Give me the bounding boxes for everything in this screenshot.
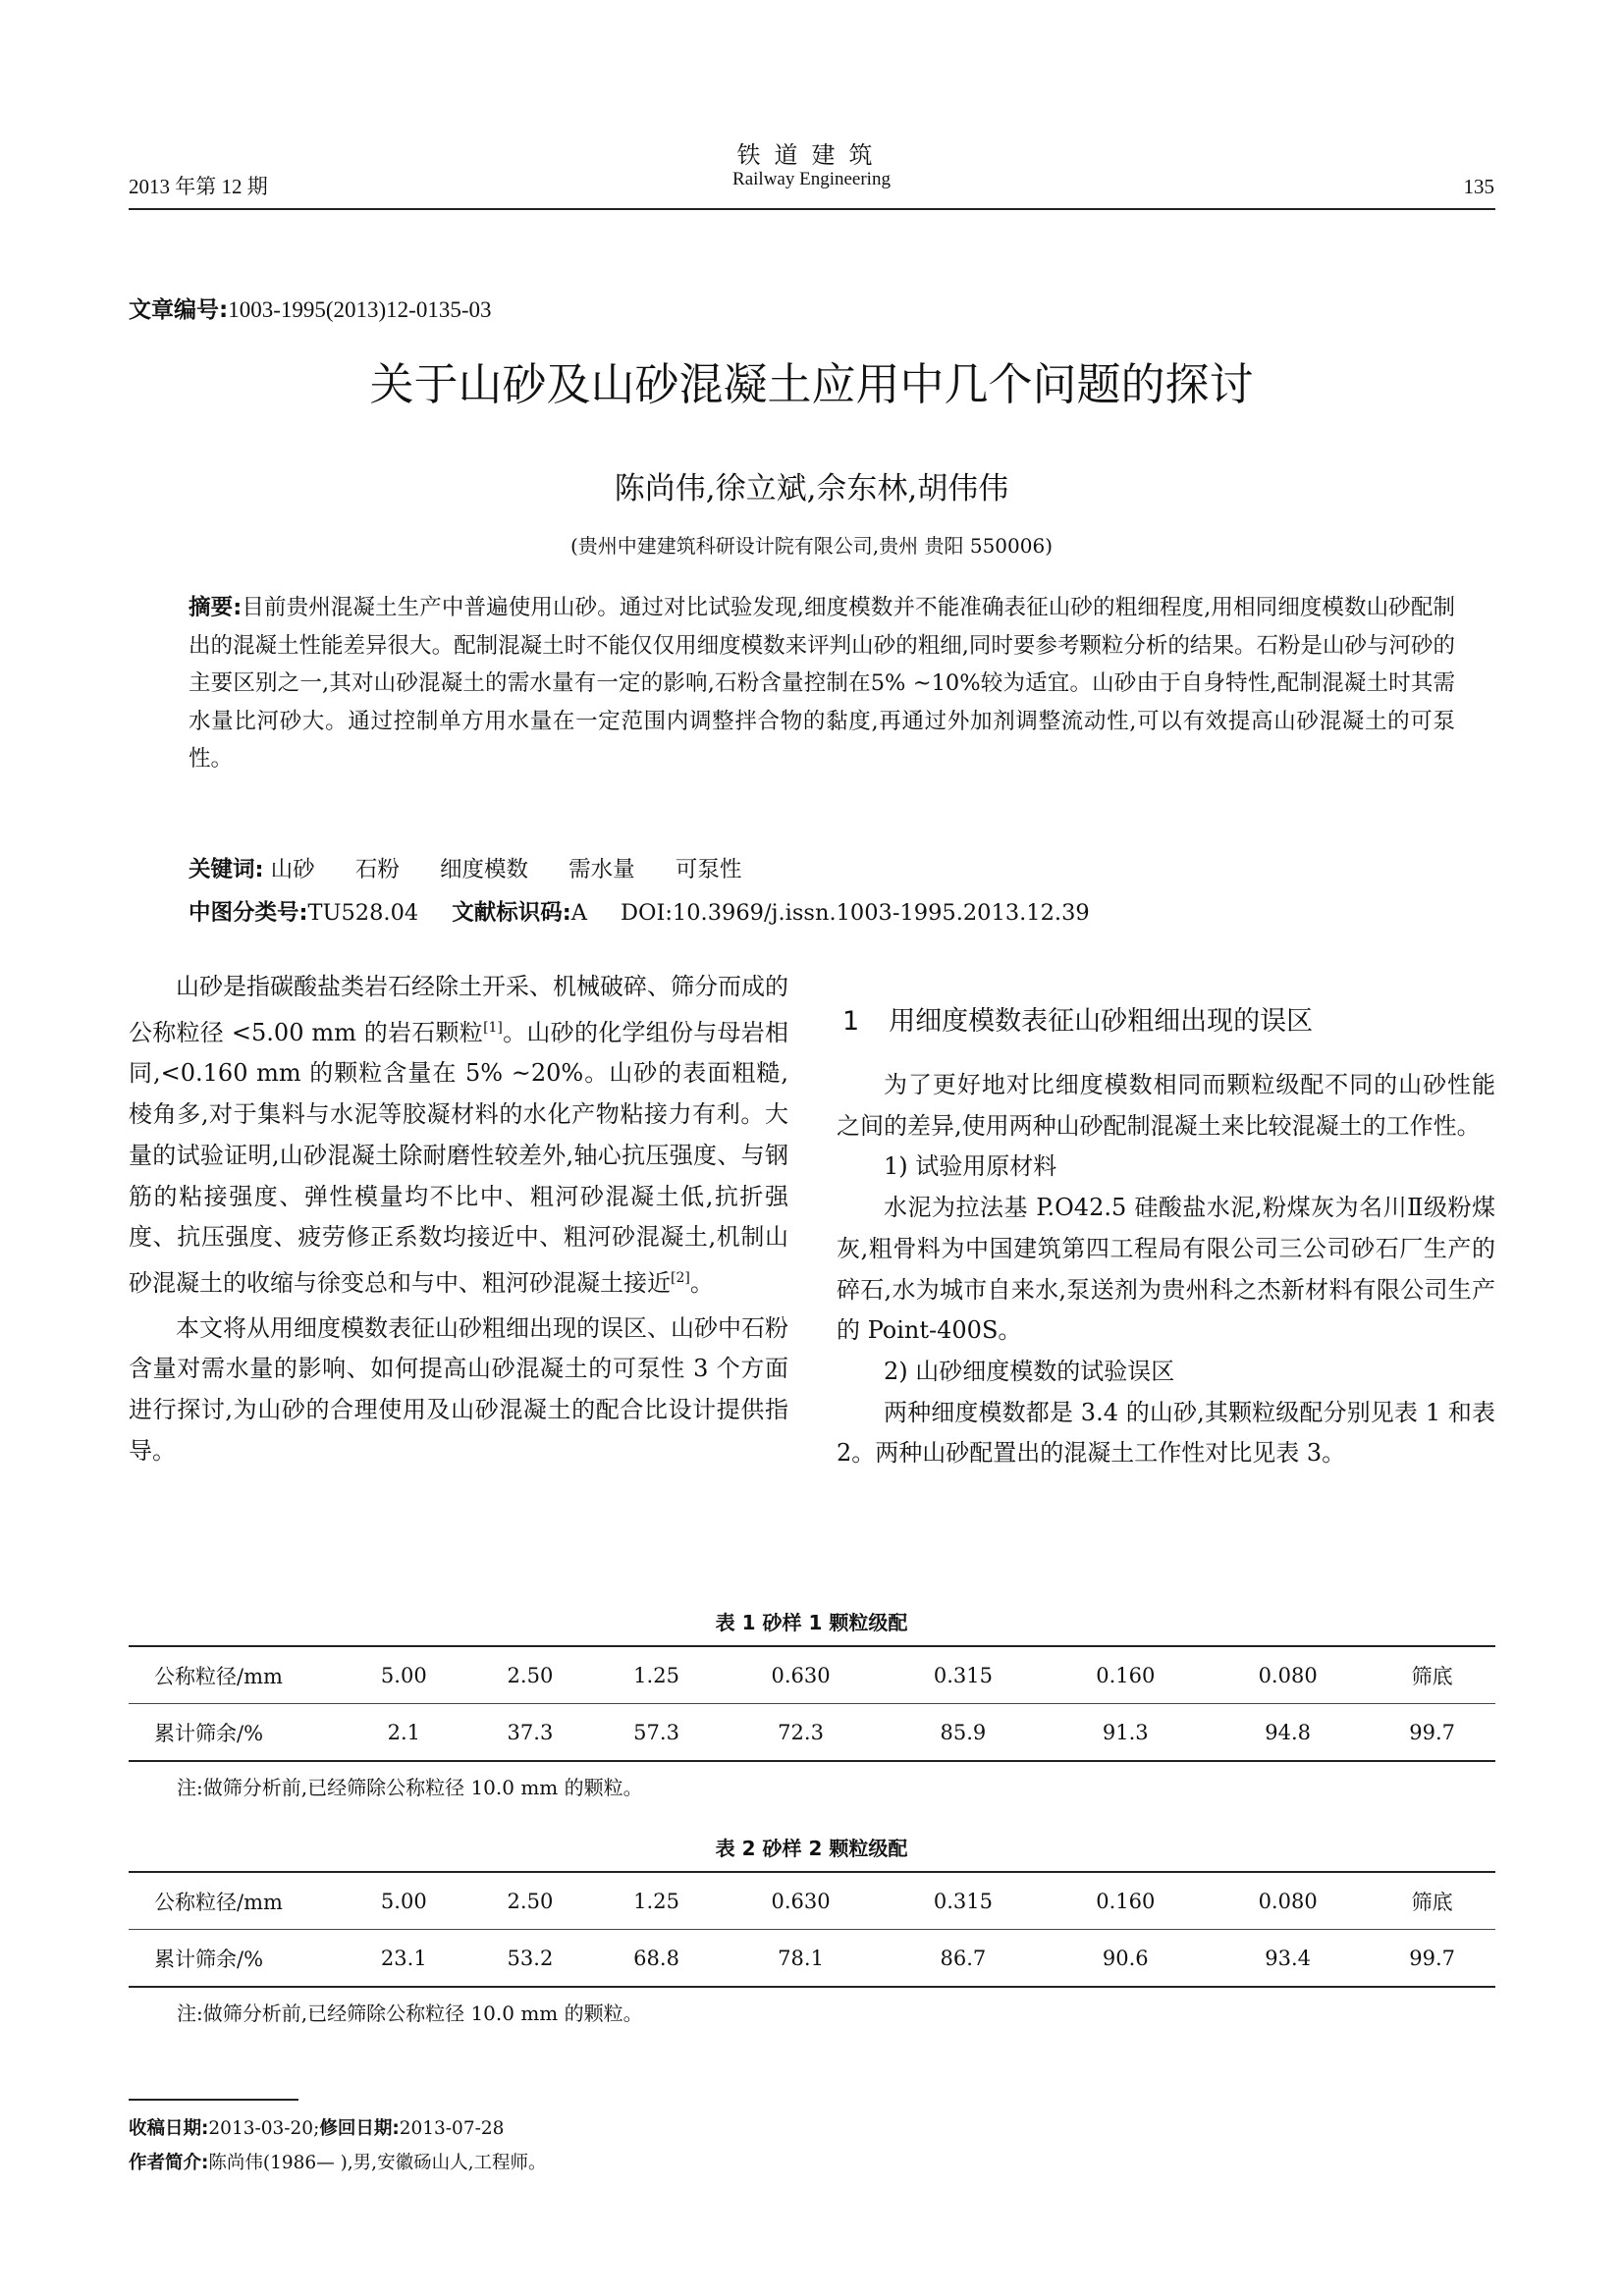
table-cell: 2.1 [341, 1704, 467, 1762]
paragraph: 为了更好地对比细度模数相同而颗粒级配不同的山砂性能之间的差异,使用两种山砂配制混凝土来比较混凝土的工作性。 [837, 1071, 1495, 1140]
table-cell: 公称粒径/mm [129, 1646, 341, 1704]
table-cell: 0.315 [882, 1646, 1044, 1704]
footnote-author [129, 2149, 546, 2174]
keyword: 需水量 [568, 857, 635, 882]
keyword: 细度模数 [440, 857, 529, 882]
table-cell: 累计筛余/% [129, 1930, 341, 1988]
table-cell: 0.630 [720, 1646, 882, 1704]
paragraph: 水泥为拉法基 P.O42.5 硅酸盐水泥,粉煤灰为名川Ⅱ级粉煤灰,粗骨料为中国建筑第四工程局有限公司三公司砂石厂生产的碎石,水为城市自来水,泵送剂为贵州科之杰新材料有限公司生产的 Point-400S。 [837, 1194, 1495, 1345]
text-run: 。山砂的化学组份与母岩相同,<0.160 mm 的颗粒含量在 5% ~20%。山砂的表面粗糙,棱角多,对于集料与水泥等胶凝材料的水化产物粘接力有利。大量的试验证明,山砂混凝土除耐磨性较差外,轴心抗压强度、与钢筋的粘接强度、弹性模量均不比中、粗河砂混凝土低,抗折强度、抗压强度、疲劳修正系数均接近中、粗河砂混凝土,机制山砂混凝土的收缩与徐变总和与中、粗河砂混凝土接近 [129, 1018, 789, 1297]
table-header-row [129, 1872, 1495, 1930]
table-cell: 5.00 [341, 1872, 467, 1930]
table-row [129, 1704, 1495, 1762]
table-cell: 94.8 [1207, 1704, 1369, 1762]
table-cell: 5.00 [341, 1646, 467, 1704]
doi: DOI:10.3969/j.issn.1003-1995.2013.12.39 [620, 900, 1090, 926]
journal-title-cn: 铁道建筑 [736, 141, 887, 169]
author-bio-label: 作者简介: [129, 2153, 209, 2173]
revised-label: 修回日期: [319, 2118, 400, 2139]
keyword: 可泵性 [675, 857, 742, 882]
keywords [189, 852, 775, 883]
abstract-label: 摘要: [189, 595, 243, 620]
table-cell: 0.080 [1207, 1646, 1369, 1704]
table-cell: 99.7 [1369, 1930, 1495, 1988]
table-cell: 0.315 [882, 1872, 1044, 1930]
abstract-text: 目前贵州混凝土生产中普遍使用山砂。通过对比试验发现,细度模数并不能准确表征山砂的粗细程度,用相同细度模数山砂配制出的混凝土性能差异很大。配制混凝土时不能仅仅用细度模数来评判山砂的粗细,同时要参考颗粒分析的结果。石粉是山砂与河砂的主要区别之一,其对山砂混凝土的需水量有一定的影响,石粉含量控制在5% ~10%较为适宜。山砂由于自身特性,配制混凝土时其需水量比河砂大。通过控制单方用水量在一定范围内调整拌合物的黏度,再通过外加剂调整流动性,可以有效提高山砂混凝土的可泵性。 [189, 595, 1455, 772]
table-cell: 筛底 [1369, 1646, 1495, 1704]
section-heading [842, 999, 1313, 1038]
page-number: 135 [1463, 175, 1494, 198]
table-cell: 1.25 [593, 1646, 720, 1704]
clc-value: TU528.04 [307, 900, 419, 926]
revised-date: 2013-07-28 [399, 2118, 505, 2139]
table-header-row [129, 1646, 1495, 1704]
footnote-divider [129, 2099, 298, 2101]
paragraph: 本文将从用细度模数表征山砂粗细出现的误区、山砂中石粉含量对需水量的影响、如何提高山砂混凝土的可泵性 3 个方面进行探讨,为山砂的合理使用及山砂混凝土的配合比设计提供指导。 [129, 1313, 788, 1465]
table-cell: 0.160 [1045, 1872, 1207, 1930]
doc-code-label: 文献标识码: [452, 900, 571, 926]
table-cell: 2.50 [467, 1872, 594, 1930]
affiliation: (贵州中建建筑科研设计院有限公司,贵州 贵阳 550006) [569, 534, 1054, 558]
journal-title-en: Railway Engineering [732, 169, 891, 189]
table-cell: 91.3 [1045, 1704, 1207, 1762]
citation-ref: [1] [483, 1019, 503, 1036]
text-run: 。 [689, 1268, 714, 1297]
table-cell: 累计筛余/% [129, 1704, 341, 1762]
table-cell: 筛底 [1369, 1872, 1495, 1930]
keyword: 石粉 [354, 857, 400, 882]
table-cell: 85.9 [882, 1704, 1044, 1762]
author-list: 陈尚伟,徐立斌,佘东林,胡伟伟 [614, 471, 1009, 507]
table-caption: 表 1 砂样 1 颗粒级配 [715, 1611, 908, 1634]
table-cell: 68.8 [593, 1930, 720, 1988]
text-run: 山砂是指碳酸盐类岩石经除土开采、机械破碎、筛分而成的公称粒径 <5.00 mm 的岩石颗粒 [129, 973, 788, 1046]
table-cell: 0.630 [720, 1872, 882, 1930]
footnote-dates [129, 2114, 504, 2140]
subheading: 1) 试验用原材料 [884, 1152, 1057, 1181]
clc-label: 中图分类号: [189, 900, 308, 926]
section-number: 1 [842, 1006, 860, 1037]
table-note: 注:做筛分析前,已经筛除公称粒径 10.0 mm 的颗粒。 [177, 2002, 643, 2025]
article-number-label: 文章编号: [129, 297, 229, 323]
article-title: 关于山砂及山砂混凝土应用中几个问题的探讨 [369, 358, 1254, 410]
paragraph [129, 967, 788, 1305]
table-cell: 公称粒径/mm [129, 1872, 341, 1930]
table-cell: 93.4 [1207, 1930, 1369, 1988]
received-label: 收稿日期: [129, 2118, 209, 2139]
table-cell: 78.1 [720, 1930, 882, 1988]
article-number [129, 292, 492, 324]
table-row [129, 1930, 1495, 1988]
doc-code-value: A [570, 900, 587, 926]
table-cell: 0.080 [1207, 1872, 1369, 1930]
table-cell: 2.50 [467, 1646, 594, 1704]
author-bio: 陈尚伟(1986— ),男,安徽砀山人,工程师。 [208, 2153, 547, 2173]
table-cell: 0.160 [1045, 1646, 1207, 1704]
section-title: 用细度模数表征山砂粗细出现的误区 [889, 1006, 1314, 1037]
table-cell: 53.2 [467, 1930, 594, 1988]
abstract [189, 589, 1455, 778]
paragraph: 两种细度模数都是 3.4 的山砂,其颗粒级配分别见表 1 和表 2。两种山砂配置出的混凝土工作性对比见表 3。 [837, 1398, 1495, 1468]
keywords-label: 关键词: [189, 857, 264, 882]
issue-label: 2013 年第 12 期 [129, 175, 268, 198]
body-right-column [837, 1065, 1495, 1474]
article-number-value: 1003-1995(2013)12-0135-03 [228, 297, 492, 322]
citation-ref: [2] [671, 1269, 690, 1286]
table-cell: 23.1 [341, 1930, 467, 1988]
classification-line [189, 895, 1090, 927]
table-caption: 表 2 砂样 2 颗粒级配 [715, 1837, 908, 1860]
body-left-column [129, 967, 788, 1471]
table-cell: 99.7 [1369, 1704, 1495, 1762]
keyword: 山砂 [270, 857, 315, 882]
table-note: 注:做筛分析前,已经筛除公称粒径 10.0 mm 的颗粒。 [177, 1776, 643, 1799]
data-table [129, 1871, 1495, 1988]
table-cell: 72.3 [720, 1704, 882, 1762]
table-cell: 57.3 [593, 1704, 720, 1762]
table-cell: 1.25 [593, 1872, 720, 1930]
table-cell: 90.6 [1045, 1930, 1207, 1988]
table-cell: 37.3 [467, 1704, 594, 1762]
data-table [129, 1645, 1495, 1762]
received-date: 2013-03-20; [208, 2118, 320, 2139]
header-divider [129, 208, 1495, 210]
table-cell: 86.7 [882, 1930, 1044, 1988]
subheading: 2) 山砂细度模数的试验误区 [884, 1357, 1175, 1385]
